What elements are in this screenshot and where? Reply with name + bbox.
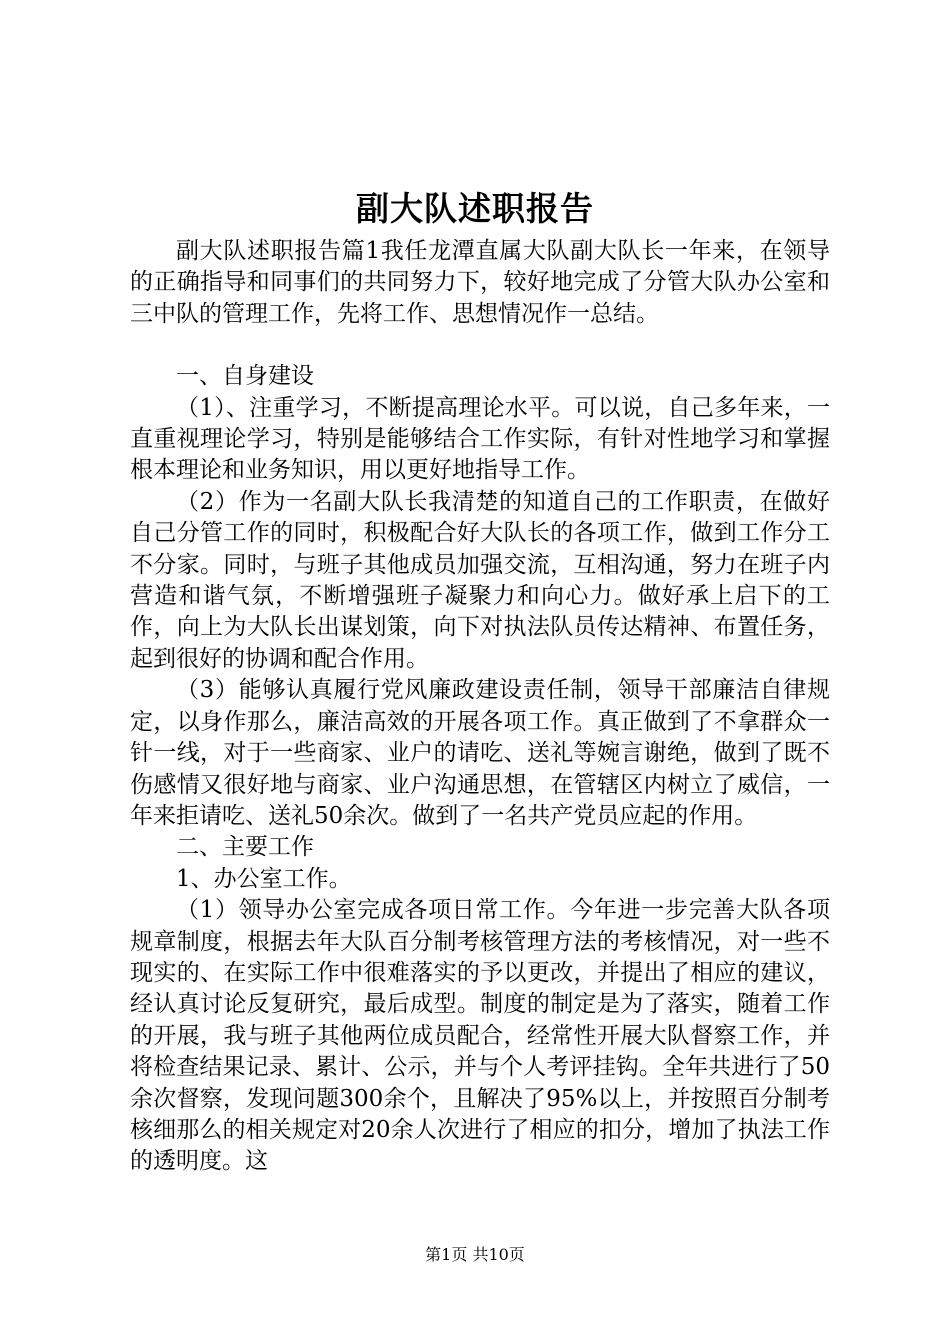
- paragraph-office-work: （1）领导办公室完成各项日常工作。今年进一步完善大队各项规章制度，根据去年大队百分制考核管理方法的考核情况，对一些不现实的、在实际工作中很难落实的予以更改，并提出了相应的建议，经认真讨论反复研究，最后成型。制度的制定是为了落实，随着工作的开展，我与班子其他两位成员配合，经常性开展大队督察工作，并将检查结果记录、累计、公示，并与个人考评挂钩。全年共进行了50余次督察，发现问题300余个，且解决了95%以上，并按照百分制考核细那么的相关规定对20余人次进行了相应的扣分，增加了执法工作的透明度。这: [130, 897, 830, 1175]
- page-footer: 第1页 共10页: [425, 1245, 525, 1264]
- document-body: [130, 236, 830, 1178]
- paragraph-study: （1）、注重学习，不断提高理论水平。可以说，自己多年来，一直重视理论学习，特别是能够结合工作实际，有针对性地学习和掌握根本理论和业务知识，用以更好地指导工作。: [130, 394, 830, 484]
- paragraph-integrity: （3）能够认真履行党风廉政建设责任制，领导干部廉洁自律规定，以身作那么，廉洁高效的开展各项工作。真正做到了不拿群众一针一线，对于一些商家、业户的请吃、送礼等婉言谢绝，做到了既不伤感情又很好地与商家、业户沟通思想，在管辖区内树立了威信，一年来拒请吃、送礼50余次。做到了一名共产党员应起的作用。: [130, 677, 830, 829]
- section-heading-main-work: 二、主要工作: [176, 834, 314, 861]
- paragraph-intro: 副大队述职报告篇1我任龙潭直属大队副大队长一年来，在领导的正确指导和同事们的共同努力下，较好地完成了分管大队办公室和三中队的管理工作，先将工作、思想情况作一总结。: [130, 238, 830, 327]
- paragraph-duties: （2）作为一名副大队长我清楚的知道自己的工作职责，在做好自己分管工作的同时，积极配合好大队长的各项工作，做到工作分工不分家。同时，与班子其他成员加强交流，互相沟通，努力在班子内营造和谐气氛，不断增强班子凝聚力和向心力。做好承上启下的工作，向上为大队长出谋划策，向下对执法队员传达精神、布置任务，起到很好的协调和配合作用。: [130, 488, 830, 672]
- section-heading-self-building: 一、自身建设: [176, 363, 314, 390]
- document-title: 副大队述职报告: [356, 189, 594, 228]
- subsection-heading-office: 1、办公室工作。: [176, 865, 352, 892]
